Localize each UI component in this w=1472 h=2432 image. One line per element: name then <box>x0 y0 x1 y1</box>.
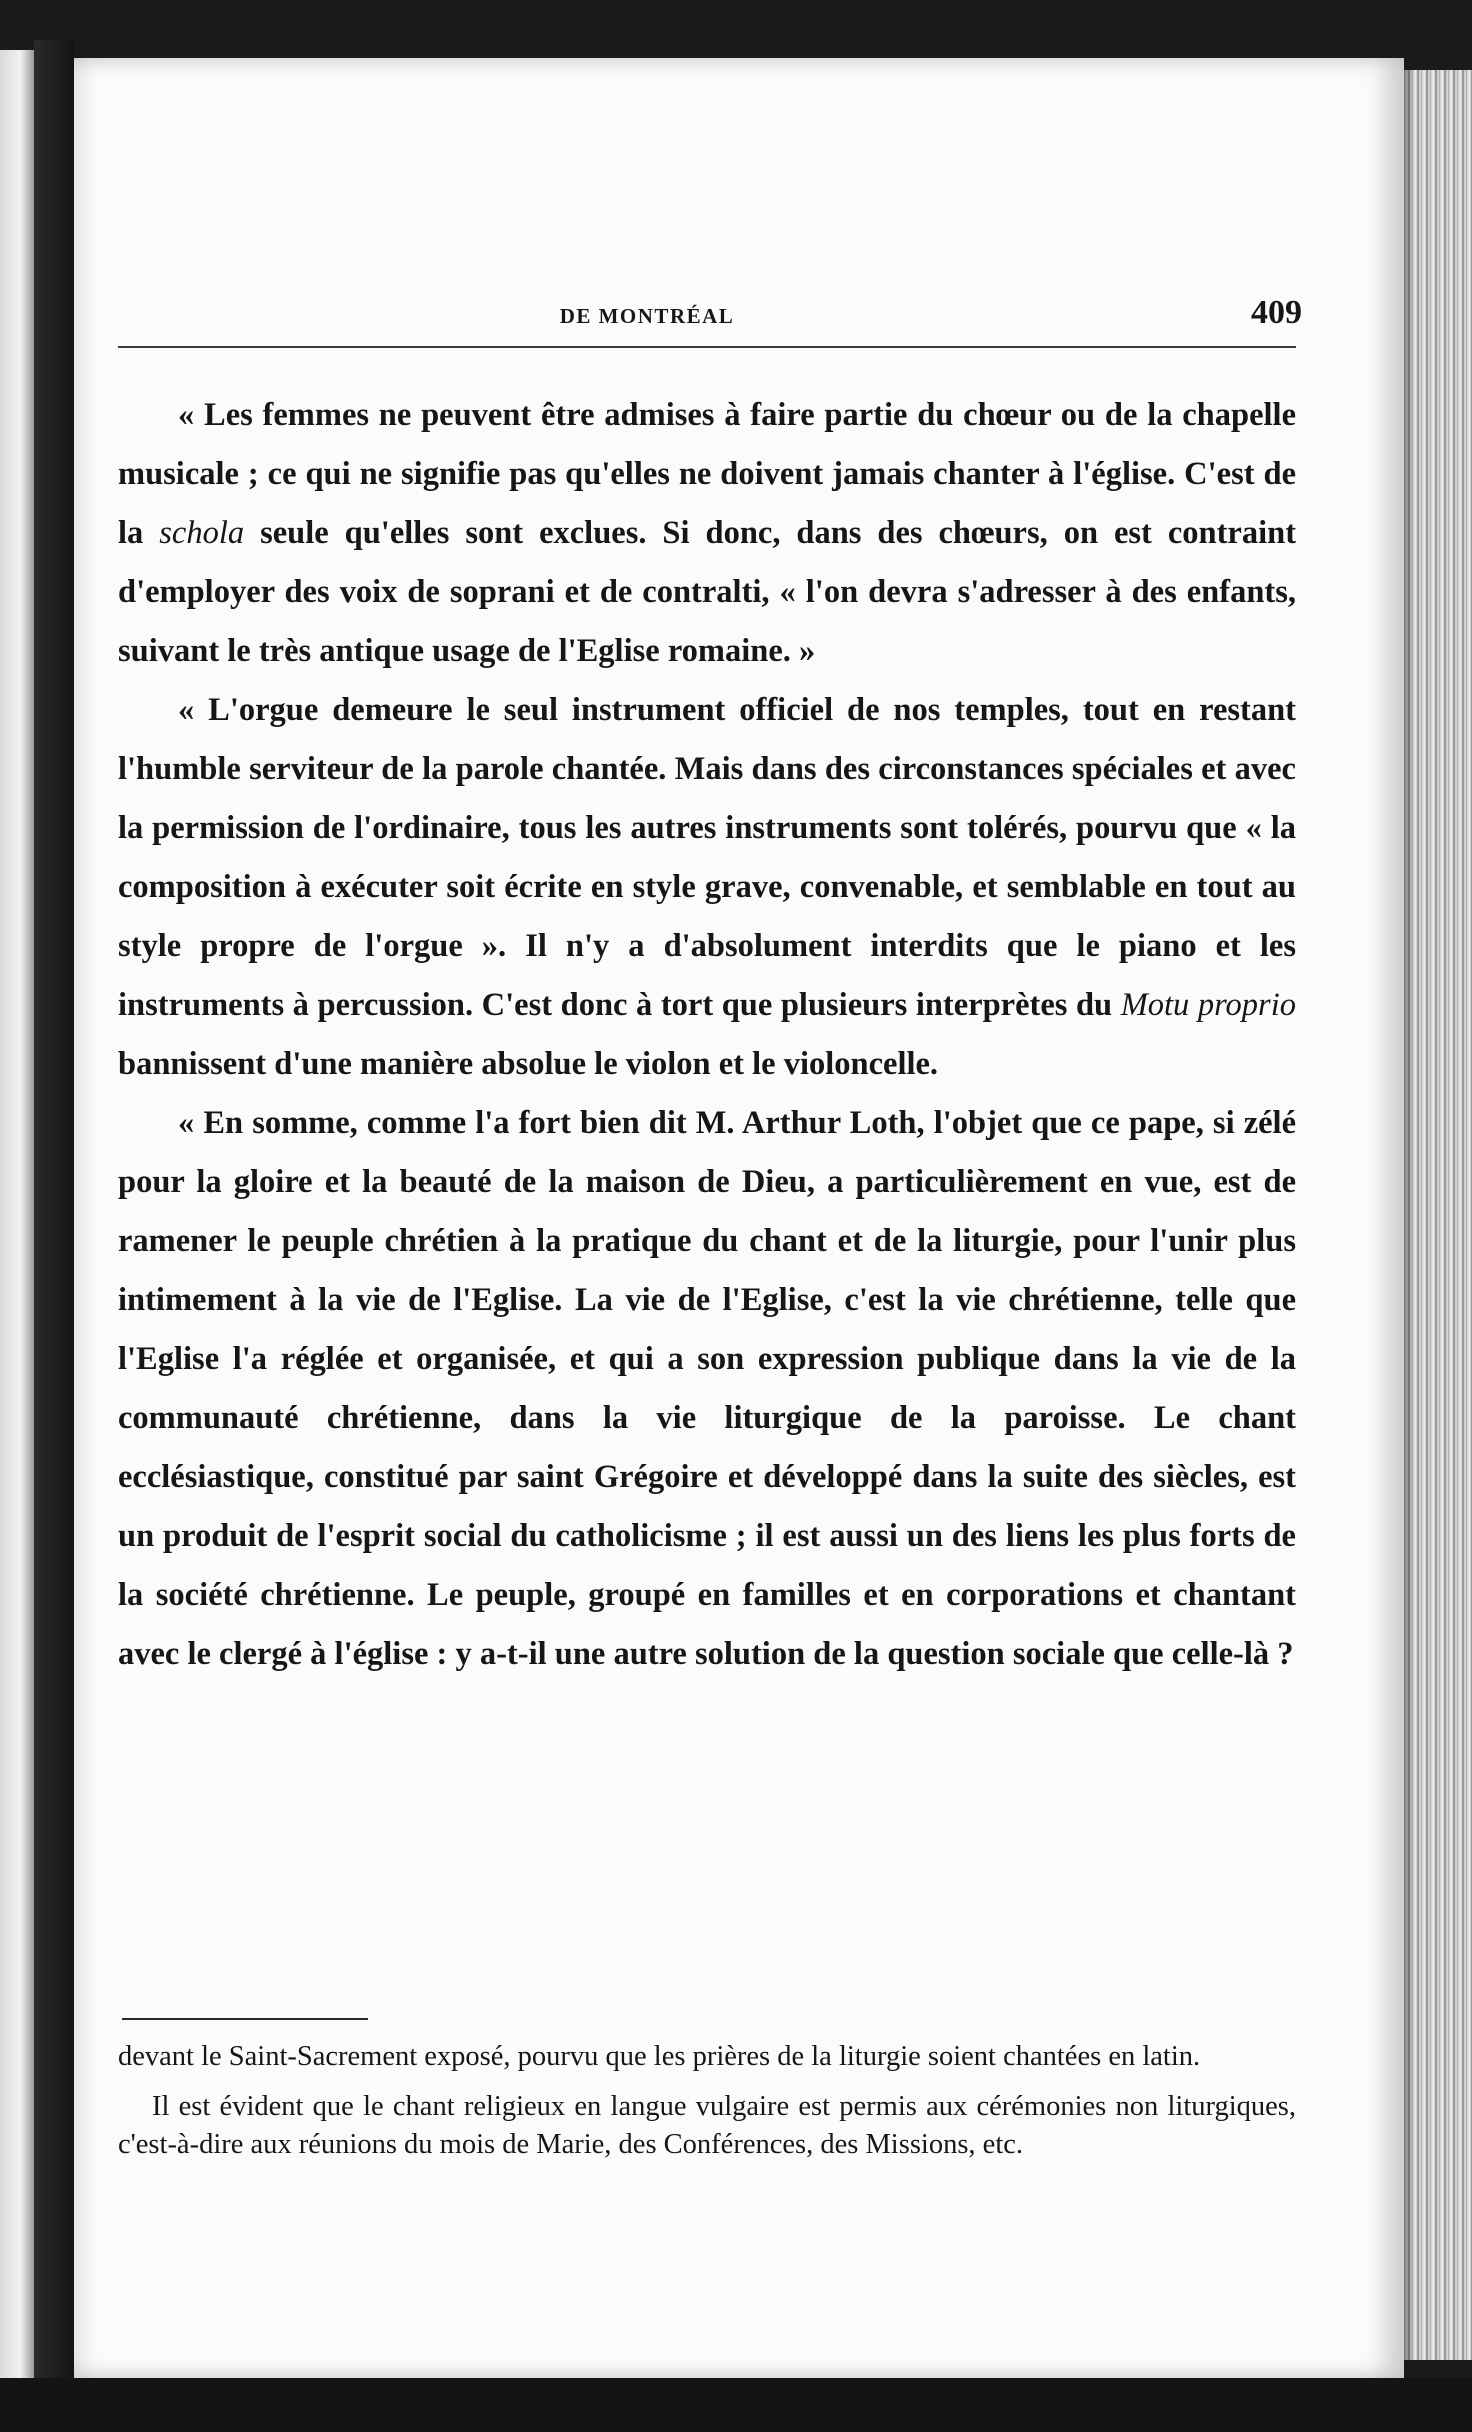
paragraph-1-italic: schola <box>159 515 245 551</box>
bottom-band <box>0 2378 1472 2432</box>
paragraph-1-end: seule qu'elles sont exclues. Si donc, dans des chœurs, on est contraint d'employer des voix de soprani et de contralti, « l'on devra s'adresser à des enfants, suivant le très antique usage de l'Eglise romaine. » <box>118 515 1297 669</box>
paragraph-1-text: « Les femmes ne peuvent être admises à faire partie du chœur ou de la chapelle musicale ; ce qui ne signifie pas qu'elles ne doivent jamais chanter à l'église. C'est de la <box>118 397 1296 551</box>
paragraph-3: « En somme, comme l'a fort bien dit M. Arthur Loth, l'objet que ce pape, si zélé pour la gloire et la beauté de la maison de Dieu, a particulièrement en vue, est de ramener le peuple chrétien à la pratique du chant et de la liturgie, pour l'unir plus intimement à la vie de l'Eglise. La vie de l'Eglise, c'est la vie chrétienne, telle que l'Eglise l'a réglée et organisée, et qui a son expression publique dans la vie de la communauté chrétienne, dans la vie liturgique de la paroisse. Le chant ecclésiastique, constitué par saint Grégoire et développé dans la suite des siècles, est un produit de l'esprit social du catholicisme ; il est aussi un des liens les plus forts de la société chrétienne. Le peuple, groupé en familles et en corporations et chantant avec le clergé à l'église : y a-t-il une autre solution de la question sociale que celle-là ? <box>118 1105 1296 1672</box>
footnote-2: Il est évident que le chant religieux en langue vulgaire est permis aux cérémonies non liturgiques, c'est-à-dire aux réunions du mois de Marie, des Conférences, des Missions, etc. <box>118 2091 1296 2160</box>
footnote-rule <box>122 2018 368 2020</box>
page-stack-edge <box>1404 70 1472 2360</box>
footnote-1: devant le Saint-Sacrement exposé, pourvu que les prières de la liturgie soient chantées en latin. <box>118 2041 1201 2072</box>
footnotes <box>118 2038 1296 2164</box>
paragraph-2-end: bannissent d'une manière absolue le violon et le violoncelle. <box>118 1046 939 1082</box>
paragraph-2-italic: Motu proprio <box>1120 987 1296 1023</box>
paragraph-2-text: « L'orgue demeure le seul instrument officiel de nos temples, tout en restant l'humble serviteur de la parole chantée. Mais dans des circonstances spéciales et avec la permission de l'ordinaire, tous les autres instruments sont tolérés, pourvu que « la composition à exécuter soit écrite en style grave, convenable, et semblable en tout au style propre de l'orgue ». Il n'y a d'absolument interdits que le piano et les instruments à percussion. C'est donc à tort que plusieurs interprètes du <box>118 692 1296 1023</box>
header-rule <box>118 346 1296 348</box>
book-gutter <box>34 40 74 2400</box>
body-text <box>118 386 1296 1684</box>
page-number: 409 <box>1251 294 1302 331</box>
paragraph-1 <box>118 386 1296 681</box>
book-page <box>74 58 1404 2378</box>
page-stack-shadow <box>1404 70 1414 2360</box>
left-page-edge <box>0 50 34 2380</box>
running-title: DE MONTRÉAL <box>559 304 735 328</box>
paragraph-2 <box>118 681 1296 1094</box>
